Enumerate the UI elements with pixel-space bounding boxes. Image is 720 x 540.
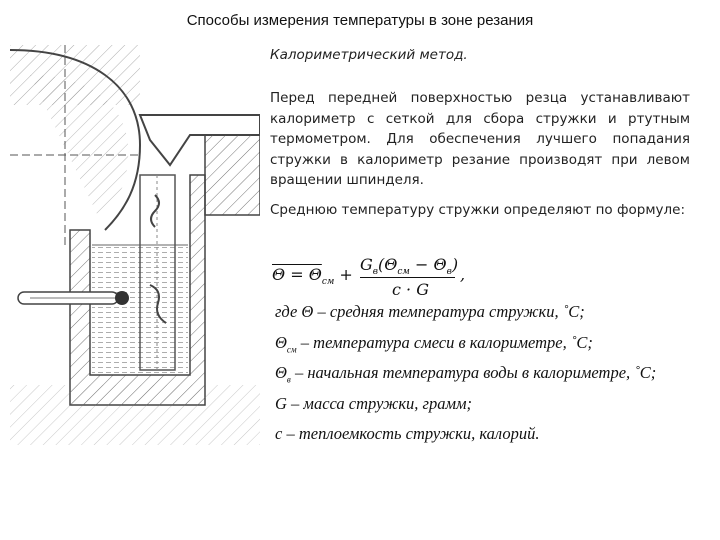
definition-symbol: G <box>275 393 287 413</box>
formula-num-close: ) <box>451 255 459 274</box>
definition-text: – теплоемкость стружки, калорий. <box>282 424 540 443</box>
formula-numerator <box>360 255 458 277</box>
calorimeter-diagram <box>10 45 260 445</box>
formula-num-sub2: в <box>446 267 452 278</box>
formula-plus: + <box>339 265 353 284</box>
formula-denominator: c · G <box>392 280 429 299</box>
definition-text: – масса стружки, грамм; <box>286 393 473 413</box>
definition-row <box>275 394 656 425</box>
definition-symbol: c <box>275 424 283 443</box>
definition-symbol: где Θ <box>275 302 314 321</box>
fraction-bar <box>360 277 455 278</box>
method-heading: Калориметрический метод. <box>270 47 468 63</box>
formula-num-minus: − Θ <box>409 255 447 274</box>
definition-text: – средняя температура стружки, ˚C; <box>313 302 585 321</box>
formula-intro-paragraph: Среднюю температуру стружки определяют по формуле: <box>270 202 686 218</box>
variable-definitions <box>275 302 656 455</box>
formula-num-g: G <box>360 255 373 274</box>
formula-lhs: Θ = Θ <box>272 265 322 284</box>
definition-row <box>275 424 656 455</box>
definition-text: – температура смеси в калориметре, ˚C; <box>296 332 593 352</box>
definition-sub: см <box>286 343 297 354</box>
definition-symbol: Θ <box>275 363 287 382</box>
definition-symbol: Θ <box>275 332 287 352</box>
formula-num-sub1: см <box>397 267 410 278</box>
formula-lhs-sub: см <box>321 277 335 288</box>
definition-row <box>275 333 656 364</box>
description-paragraph: Перед передней поверхностью резца устанавливают калориметр с сеткой для сбора стружки и ртутным термометром. Для обеспечения лучшего попадания стружки в калориметр резание производят при левом вращении шпинделя. <box>270 90 690 188</box>
formula-num-g-sub: в <box>372 267 379 278</box>
slide-title: Способы измерения температуры в зоне резания <box>186 12 534 29</box>
definition-sub: в <box>286 374 291 385</box>
formula-comma: , <box>460 265 466 284</box>
definition-row <box>275 363 656 394</box>
definition-row <box>275 302 656 333</box>
formula-num-open: (Θ <box>378 255 398 274</box>
definition-text: – начальная температура воды в калориметре, ˚C; <box>290 363 657 382</box>
